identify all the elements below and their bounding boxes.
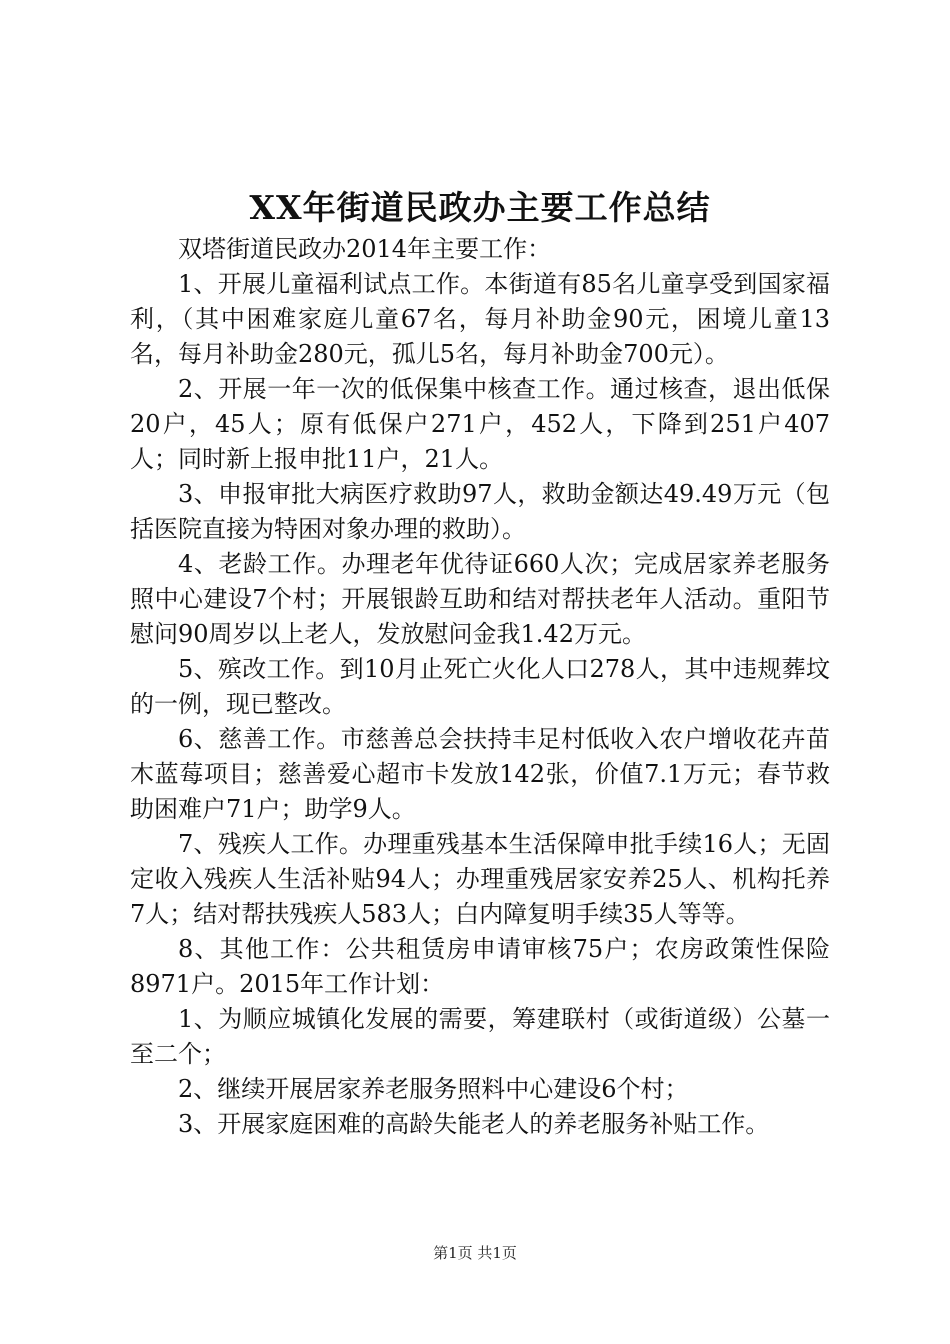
paragraph-item-6: 6、慈善工作。市慈善总会扶持丰足村低收入农户增收花卉苗木蓝莓项目；慈善爱心超市卡发放142张，价值7.1万元；春节救助困难户71户；助学9人。 <box>130 725 830 823</box>
paragraph-item-3: 3、申报审批大病医疗救助97人，救助金额达49.49万元（包括医院直接为特困对象办理的救助）。 <box>130 480 830 543</box>
paragraph-item-5: 5、殡改工作。到10月止死亡火化人口278人，其中违规葬坟的一例，现已整改。 <box>130 655 830 718</box>
document-body <box>130 232 830 1142</box>
paragraph-item-1: 1、开展儿童福利试点工作。本街道有85名儿童享受到国家福利，（其中困难家庭儿童67名，每月补助金90元，困境儿童13名，每月补助金280元，孤儿5名，每月补助金700元）。 <box>130 270 830 368</box>
paragraph-item-2: 2、开展一年一次的低保集中核查工作。通过核查，退出低保20户，45人；原有低保户271户，452人，下降到251户407人；同时新上报申批11户，21人。 <box>130 375 830 473</box>
plan-item-2: 2、继续开展居家养老服务照料中心建设6个村； <box>178 1075 689 1103</box>
plan-item-1: 1、为顺应城镇化发展的需要，筹建联村（或街道级）公墓一至二个； <box>130 1005 830 1068</box>
document-title: XX年街道民政办主要工作总结 <box>249 188 711 227</box>
paragraph-intro: 双塔街道民政办2014年主要工作： <box>178 235 552 263</box>
paragraph-item-7: 7、残疾人工作。办理重残基本生活保障申批手续16人；无固定收入残疾人生活补贴94人；办理重残居家安养25人、机构托养7人；结对帮扶残疾人583人；白内障复明手续35人等等。 <box>130 830 830 928</box>
paragraph-item-8: 8、其他工作：公共租赁房申请审核75户；农房政策性保险8971户。2015年工作计划： <box>130 935 830 998</box>
page-number-footer: 第1页 共1页 <box>433 1244 517 1262</box>
plan-item-3: 3、开展家庭困难的高龄失能老人的养老服务补贴工作。 <box>178 1110 770 1138</box>
paragraph-item-4: 4、老龄工作。办理老年优待证660人次；完成居家养老服务照中心建设7个村；开展银龄互助和结对帮扶老年人活动。重阳节慰问90周岁以上老人，发放慰问金我1.42万元。 <box>130 550 830 648</box>
